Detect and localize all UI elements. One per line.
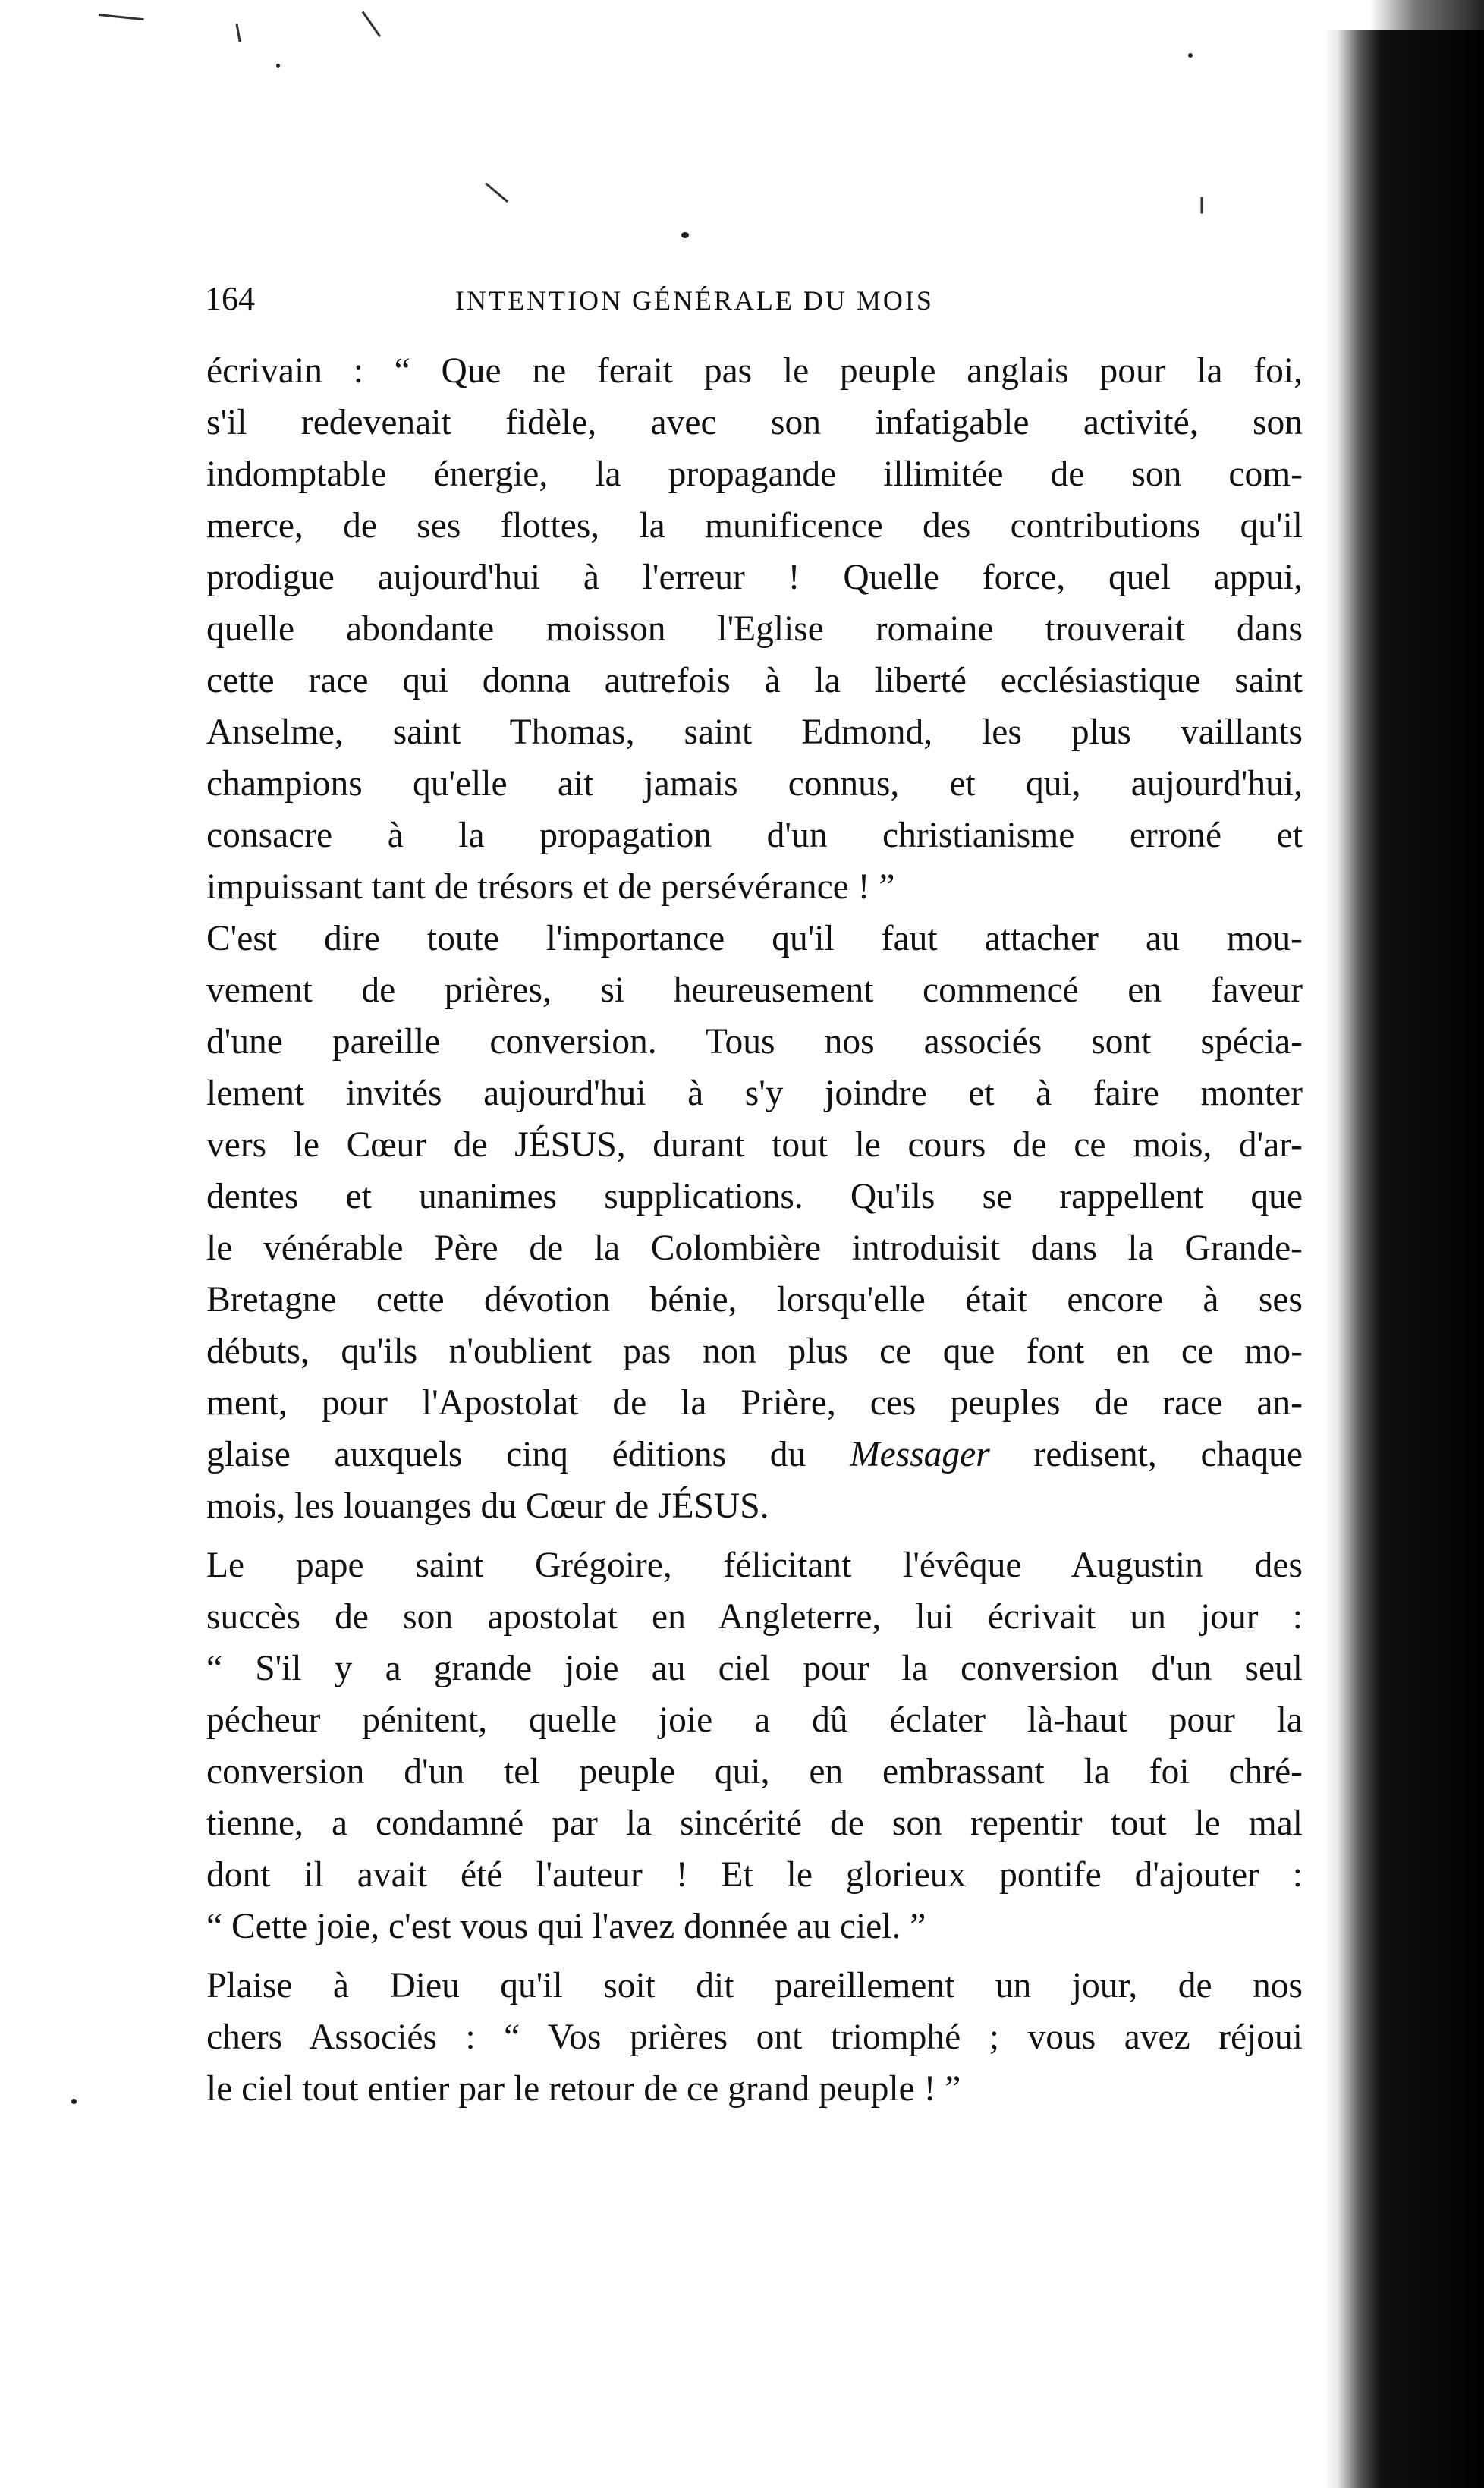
text-line: Anselme, saint Thomas, saint Edmond, les plus vaillants xyxy=(206,712,1303,752)
page-number: 164 xyxy=(205,280,255,317)
text-line: prodigue aujourd'hui à l'erreur ! Quelle force, quel appui, xyxy=(206,558,1303,597)
scan-speck xyxy=(1188,53,1193,58)
scan-speck xyxy=(71,2099,77,2104)
text-line: mois, les louanges du Cœur de JÉSUS. xyxy=(206,1486,769,1526)
body-text xyxy=(206,345,1303,2115)
periodical-title: Messager xyxy=(850,1435,990,1474)
text-line: tienne, a condamné par la sincérité de son repentir tout le mal xyxy=(206,1804,1303,1843)
text-line: champions qu'elle ait jamais connus, et qui, aujourd'hui, xyxy=(206,764,1303,804)
text-line: indomptable énergie, la propagande illimitée de son com- xyxy=(206,455,1303,494)
text-line: glaise auxquels cinq éditions du Messager redisent, chaque xyxy=(206,1435,1303,1474)
text-line: “ S'il y a grande joie au ciel pour la conversion d'un seul xyxy=(206,1649,1303,1688)
paragraph-gap xyxy=(206,1532,1303,1540)
text-line: Plaise à Dieu qu'il soit dit pareillement un jour, de nos xyxy=(206,1966,1303,2005)
text-line: écrivain : “ Que ne ferait pas le peuple anglais pour la foi, xyxy=(206,351,1303,391)
text-line: dentes et unanimes supplications. Qu'ils se rappellent que xyxy=(206,1177,1303,1216)
text-line: succès de son apostolat en Angleterre, lui écrivait un jour : xyxy=(206,1597,1303,1637)
text-line: consacre à la propagation d'un christianisme erroné et xyxy=(206,816,1303,855)
text-line: “ Cette joie, c'est vous qui l'avez donnée au ciel. ” xyxy=(206,1907,926,1946)
text-line: le vénérable Père de la Colombière introduisit dans la Grande- xyxy=(206,1228,1303,1268)
text-line: Bretagne cette dévotion bénie, lorsqu'elle était encore à ses xyxy=(206,1280,1303,1319)
text-line: C'est dire toute l'importance qu'il faut attacher au mou- xyxy=(206,919,1303,958)
scan-mark xyxy=(236,24,241,42)
scan-mark xyxy=(362,11,381,37)
text-line: chers Associés : “ Vos prières ont triomphé ; vous avez réjoui xyxy=(206,2018,1303,2057)
paragraph-gregory xyxy=(206,1540,1303,1952)
text-line: merce, de ses flottes, la munificence des contributions qu'il xyxy=(206,506,1303,546)
scan-mark xyxy=(99,14,144,20)
text-line: pécheur pénitent, quelle joie a dû éclater là-haut pour la xyxy=(206,1700,1303,1740)
text-line: conversion d'un tel peuple qui, en embrassant la foi chré- xyxy=(206,1752,1303,1791)
running-head xyxy=(205,278,1313,323)
text-line: le ciel tout entier par le retour de ce grand peuple ! ” xyxy=(206,2069,961,2109)
text-line: d'une pareille conversion. Tous nos associés sont spécia- xyxy=(206,1022,1303,1062)
paragraph-closing xyxy=(206,1960,1303,2115)
text-line: débuts, qu'ils n'oublient pas non plus ce que font en ce mo- xyxy=(206,1332,1303,1371)
scan-speck xyxy=(276,64,280,68)
text-line: dont il avait été l'auteur ! Et le glorieux pontife d'ajouter : xyxy=(206,1855,1303,1895)
paragraph-quote-continuation xyxy=(206,345,1303,913)
paragraph-gap xyxy=(206,1952,1303,1960)
text-line: lement invités aujourd'hui à s'y joindre et à faire monter xyxy=(206,1074,1303,1113)
running-title: INTENTION GÉNÉRALE DU MOIS xyxy=(455,285,934,316)
scan-binding-shadow xyxy=(1325,30,1484,2488)
text-line: ment, pour l'Apostolat de la Prière, ces peuples de race an- xyxy=(206,1383,1303,1423)
text-line: vers le Cœur de JÉSUS, durant tout le cours de ce mois, d'ar- xyxy=(206,1125,1303,1165)
scan-mark xyxy=(1201,197,1203,214)
paragraph-importance xyxy=(206,913,1303,1532)
text-line: vement de prières, si heureusement commencé en faveur xyxy=(206,970,1303,1010)
scan-mark xyxy=(485,182,508,203)
text-line: s'il redevenait fidèle, avec son infatigable activité, son xyxy=(206,403,1303,442)
text-line: impuissant tant de trésors et de persévérance ! ” xyxy=(206,867,895,907)
scan-speck xyxy=(681,232,689,238)
text-line: quelle abondante moisson l'Eglise romaine trouverait dans xyxy=(206,609,1303,649)
text-line: Le pape saint Grégoire, félicitant l'évêque Augustin des xyxy=(206,1546,1303,1585)
text-line: cette race qui donna autrefois à la liberté ecclésiastique saint xyxy=(206,661,1303,700)
